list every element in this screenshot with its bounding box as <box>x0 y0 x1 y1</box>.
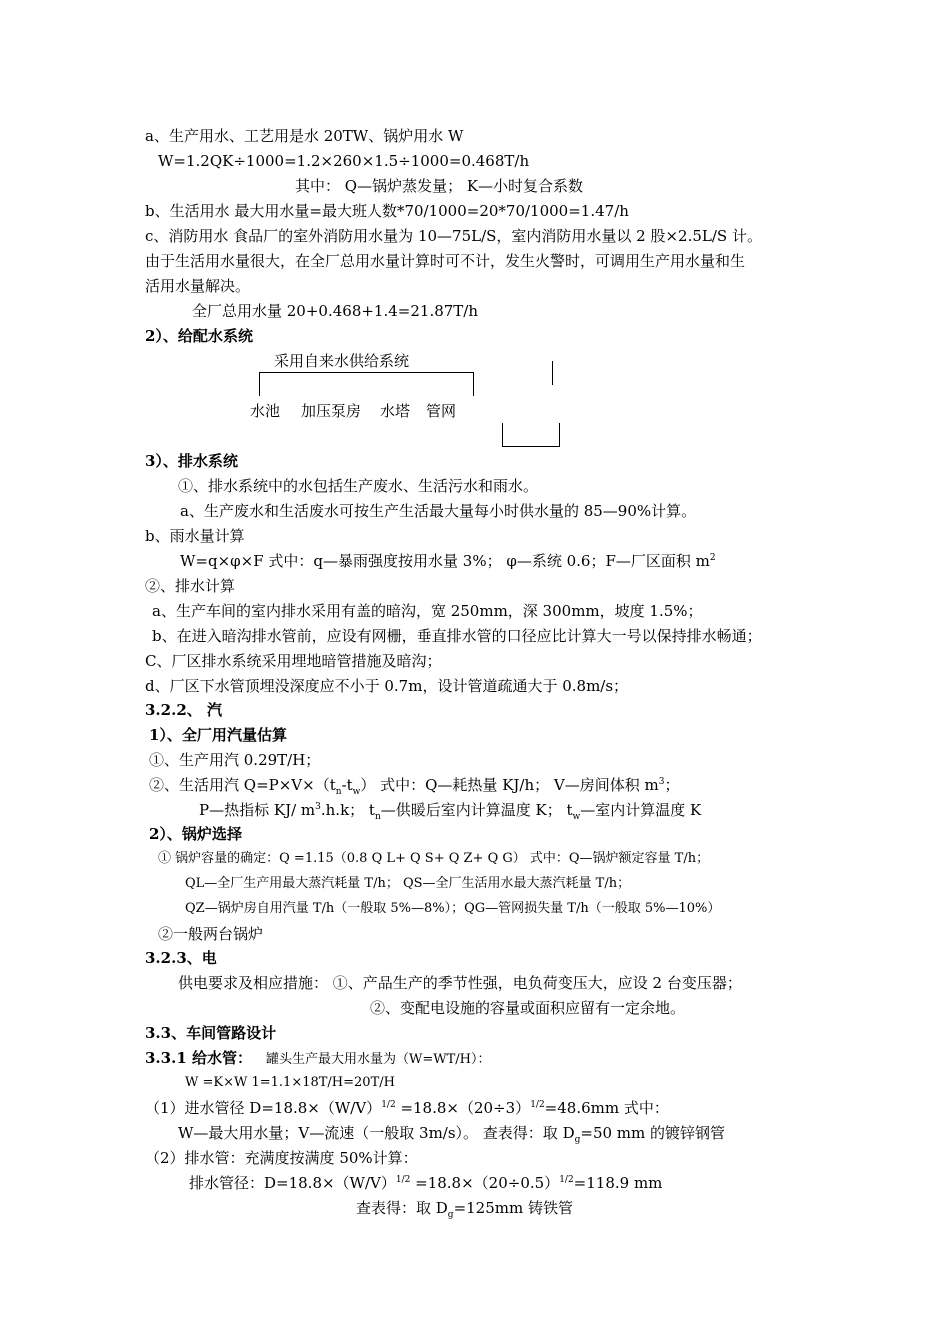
diagram-box-left <box>502 423 503 447</box>
superscript: 3 <box>658 777 665 787</box>
subscript: w <box>352 787 361 797</box>
superscript: 3 <box>315 802 321 812</box>
diagram-bracket-top <box>259 372 474 373</box>
text-line: 全厂总用水量 20+0.468+1.4=21.87T/h <box>192 302 479 320</box>
superscript: 2 <box>709 553 716 563</box>
text-line: QZ—锅炉房自用汽量 T/h（一般取 5%—8%）；QG—管网损失量 T/h（一般取 5%—10%） <box>185 901 721 916</box>
formula-text: W—最大用水量；V—流速（一般取 3m/s）。 查表得：取 D <box>178 1124 575 1142</box>
subscript: w <box>572 812 581 822</box>
text-line: ②、变配电设施的容量或面积应留有一定余地。 <box>370 999 686 1017</box>
superscript: 1/2 <box>559 1175 574 1185</box>
formula-text: =18.8×（20÷0.5） <box>410 1174 560 1192</box>
section-heading: 3.3、车间管路设计 <box>145 1024 277 1042</box>
text-line: W=1.2QK÷1000=1.2×260×1.5÷1000=0.468T/h <box>158 152 530 170</box>
formula-text: —供暖后室内计算温度 K； t <box>380 801 573 819</box>
formula-text: W=q×φ×F 式中：q—暴雨强度按用水量 3%； φ—系统 0.6；F—厂区面积 m <box>180 552 710 570</box>
formula-text: =48.6mm 式中： <box>544 1099 669 1117</box>
subscript: g <box>574 1135 581 1145</box>
text-line <box>145 1098 669 1118</box>
formula-text: 查表得：取 D <box>356 1199 448 1217</box>
formula-text: —室内计算温度 K <box>580 801 702 819</box>
section-heading: 2）、给配水系统 <box>145 327 253 345</box>
text-line: 供电要求及相应措施： ①、产品生产的季节性强，电负荷变压大，应设 2 台变压器； <box>178 974 742 992</box>
text-line: W =K×W 1=1.1×18T/H=20T/H <box>185 1075 395 1090</box>
text-line: ①、生产用汽 0.29T/H； <box>149 751 321 769</box>
subscript: n <box>374 812 381 822</box>
formula-text: 排水管径：D=18.8×（W/V） <box>189 1174 396 1192</box>
text-line <box>356 1198 573 1218</box>
text-line: ① 锅炉容量的确定：Q =1.15（0.8 Q L+ Q S+ Q Z+ Q G） 式中：Q—锅炉额定容量 T/h； <box>158 851 710 866</box>
diagram-title: 采用自来水供给系统 <box>274 352 410 370</box>
diagram-bracket-left <box>259 372 260 396</box>
text-line: a、生产废水和生活废水可按生产生活最大量每小时供水量的 85—90%计算。 <box>180 502 697 520</box>
formula-text: ； <box>664 776 680 794</box>
formula-text: =125mm 铸铁管 <box>453 1199 573 1217</box>
diagram-box-right <box>559 423 560 447</box>
text-line <box>145 1048 491 1070</box>
text-line <box>189 1173 662 1193</box>
section-heading: 1）、全厂用汽量估算 <box>149 726 287 744</box>
formula-text: -t <box>341 776 353 794</box>
superscript: 1/2 <box>395 1175 411 1185</box>
formula-text: .h.k； t <box>320 801 375 819</box>
formula-text: P—热指标 KJ/ m <box>199 801 316 819</box>
text-line: b、在进入暗沟排水管前，应设有网栅，垂直排水管的口径应比计算大一号以保持排水畅通； <box>152 627 762 645</box>
diagram-item: 加压泵房 <box>301 402 362 420</box>
text-line: QL—全厂生产用最大蒸汽耗量 T/h； QS—全厂生活用水最大蒸汽耗量 T/h； <box>185 876 631 891</box>
section-heading: 3）、排水系统 <box>145 452 238 470</box>
diagram-item: 水塔 <box>380 402 411 420</box>
text-line: b、生活用水 最大用水量=最大班人数*70/1000=20*70/1000=1.47/h <box>145 202 629 220</box>
section-heading: 3.3.1 给水管： <box>145 1049 252 1067</box>
text-line: 活用水量解决。 <box>145 277 251 295</box>
formula-text: ②、生活用汽 Q=P×V×（t <box>149 776 336 794</box>
section-heading: 2）、锅炉选择 <box>149 825 242 843</box>
section-heading: 3.2.3、电 <box>145 949 217 967</box>
superscript: 1/2 <box>381 1100 396 1110</box>
diagram-item: 管网 <box>426 402 457 420</box>
text-line: b、雨水量计算 <box>145 527 245 545</box>
formula-text: =118.9 mm <box>573 1174 663 1192</box>
text-line: ①、排水系统中的水包括生产废水、生活污水和雨水。 <box>178 477 539 495</box>
subscript: n <box>335 787 342 797</box>
text-line: d、厂区下水管顶埋没深度应不小于 0.7m，设计管道疏通大于 0.8m/s； <box>145 677 629 695</box>
text-line: （2）排水管：充满度按满度 50%计算： <box>145 1149 418 1167</box>
text-line <box>199 800 701 820</box>
formula-text: （1）进水管径 D=18.8×（W/V） <box>145 1099 382 1117</box>
formula-text: =18.8×（20÷3） <box>395 1099 531 1117</box>
text-line <box>178 1123 725 1143</box>
text-line: ②、排水计算 <box>145 577 236 595</box>
text-line <box>180 551 716 571</box>
text-line: 由于生活用水量很大，在全厂总用水量计算时可不计，发生火警时，可调用生产用水量和生 <box>145 252 746 270</box>
text-line: 其中： Q—锅炉蒸发量； K—小时复合系数 <box>295 177 584 195</box>
section-heading: 3.2.2、 汽 <box>145 701 222 719</box>
formula-text: ） 式中：Q—耗热量 KJ/h； V—房间体积 m <box>360 776 659 794</box>
diagram-bracket-right <box>473 372 474 396</box>
text-line: a、生产车间的室内排水采用有盖的暗沟，宽 250mm，深 300mm，坡度 1.5%； <box>152 602 703 620</box>
text-line: a、生产用水、工艺用是水 20TW、锅炉用水 W <box>145 127 464 145</box>
diagram-box-bottom <box>502 446 560 447</box>
text-line: c、消防用水 食品厂的室外消防用水量为 10—75L/S，室内消防用水量以 2 股×2.5L/S 计。 <box>145 227 762 245</box>
text-line: ②一般两台锅炉 <box>158 925 264 943</box>
text-line: C、厂区排水系统采用埋地暗管措施及暗沟； <box>145 652 442 670</box>
formula-text: =50 mm 的镀锌钢管 <box>580 1124 726 1142</box>
diagram-item: 水池 <box>250 402 281 420</box>
diagram-line <box>552 361 553 385</box>
subscript: g <box>447 1210 454 1220</box>
text-line <box>149 775 679 795</box>
formula-text: 罐头生产最大用水量为（W=WT/H）： <box>265 1052 491 1067</box>
superscript: 1/2 <box>530 1100 545 1110</box>
